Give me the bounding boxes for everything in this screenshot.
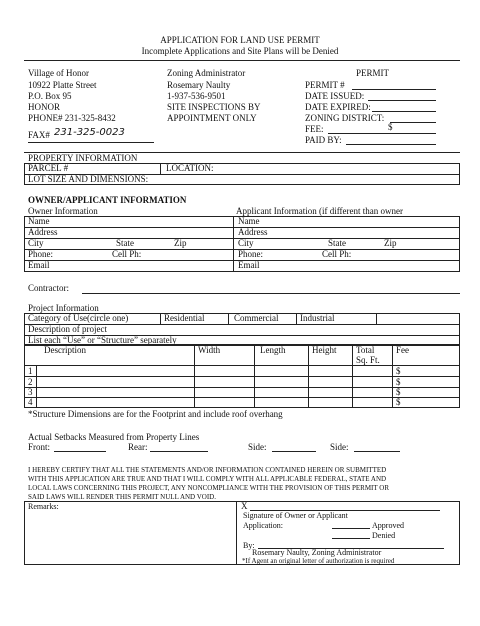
zoning-phone: 1-937-536-9501	[167, 91, 226, 101]
project-description-field[interactable]: Description of project	[28, 324, 107, 334]
row-number: 4	[28, 397, 33, 407]
permit-number-label[interactable]: PERMIT #	[305, 80, 345, 90]
applicant-phone-field[interactable]: Phone:	[238, 249, 264, 259]
remarks-label[interactable]: Remarks:	[28, 502, 59, 511]
signature-label: Signature of Owner or Applicant	[243, 511, 348, 520]
zoning-district-label[interactable]: ZONING DISTRICT:	[305, 113, 385, 123]
signature-x-mark: X	[241, 501, 248, 511]
denied-line[interactable]	[332, 538, 370, 539]
certify-line-1: I HEREBY CERTIFY THAT ALL THE STATEMENTS AND/OR INFORMATION CONTAINED HEREIN OR SUBMITTED	[28, 466, 387, 474]
certify-line-2: WITH THIS APPLICATION ARE TRUE AND THAT I WILL COMPLY WITH ALL APPLICABLE FEDERAL, STATE AND	[28, 475, 387, 483]
page-title: APPLICATION FOR LAND USE PERMIT	[160, 35, 320, 45]
village-phone: PHONE# 231-325-8432	[28, 113, 116, 123]
date-issued-label[interactable]: DATE ISSUED:	[305, 91, 365, 101]
owner-email-field[interactable]: Email	[28, 260, 50, 270]
applicant-zip-field[interactable]: Zip	[384, 238, 397, 248]
project-heading: Project Information	[28, 303, 99, 313]
date-expired-label[interactable]: DATE EXPIRED:	[305, 102, 371, 112]
property-heading: PROPERTY INFORMATION	[28, 153, 138, 163]
remarks-divider	[236, 501, 237, 565]
owner-address-field[interactable]: Address	[28, 227, 58, 237]
category-divider-2	[228, 313, 229, 324]
applicant-email-field[interactable]: Email	[238, 260, 260, 270]
col-height: Height	[312, 345, 337, 355]
row-fee-currency: $	[396, 366, 401, 376]
structure-footnote: *Structure Dimensions are for the Footprint and include roof overhang	[28, 409, 283, 419]
paid-by-label[interactable]: PAID BY:	[305, 135, 342, 145]
village-city: HONOR	[28, 102, 61, 112]
zoning-district-line[interactable]	[390, 122, 436, 123]
structures-col-total	[352, 344, 353, 408]
applicant-state-field[interactable]: State	[328, 238, 346, 248]
col-total-sqft: Sq. Ft.	[356, 355, 380, 365]
application-label: Application:	[243, 521, 283, 530]
date-expired-line[interactable]	[372, 111, 436, 112]
date-issued-line[interactable]	[368, 100, 436, 101]
category-commercial[interactable]: Commercial	[234, 313, 279, 323]
setbacks-heading: Actual Setbacks Measured from Property Lines	[28, 432, 200, 442]
col-total: Total	[356, 345, 375, 355]
structures-col-width	[194, 344, 195, 408]
zoning-inspections-2: APPOINTMENT ONLY	[167, 113, 257, 123]
header-rule	[24, 60, 460, 61]
row-fee-currency: $	[396, 397, 401, 407]
by-label: By:	[243, 541, 255, 550]
fee-line[interactable]	[328, 133, 436, 134]
permit-heading: PERMIT	[356, 68, 390, 78]
setback-front-line[interactable]	[54, 451, 106, 452]
applicant-info-label: Applicant Information (if different than owner	[236, 206, 404, 216]
setback-front-label: Front:	[28, 442, 51, 452]
owner-zip-field[interactable]: Zip	[174, 238, 187, 248]
approved-line[interactable]	[332, 528, 370, 529]
category-divider-3	[296, 313, 297, 324]
fax-underline	[28, 142, 154, 143]
parcel-field[interactable]: PARCEL #	[28, 163, 69, 173]
zoning-title: Zoning Administrator	[167, 68, 246, 78]
location-field[interactable]: LOCATION:	[166, 163, 214, 173]
category-label: Category of Use(circle one)	[28, 313, 129, 323]
applicant-address-field[interactable]: Address	[238, 227, 268, 237]
setback-side2-label: Side:	[330, 442, 349, 452]
village-po-box: P.O. Box 95	[28, 91, 72, 101]
village-name: Village of Honor	[28, 68, 89, 78]
village-fax-label: FAX#	[28, 130, 50, 140]
contractor-line[interactable]	[82, 293, 460, 294]
applicant-name-field[interactable]: Name	[238, 216, 260, 226]
col-fee: Fee	[396, 345, 409, 355]
structures-header-rule	[24, 365, 460, 366]
setback-side-label: Side:	[248, 442, 267, 452]
owner-heading: OWNER/APPLICANT INFORMATION	[28, 195, 187, 205]
fee-label[interactable]: FEE:	[305, 124, 324, 134]
agent-note: *If Agent an original letter of authorization is required	[242, 557, 395, 565]
parcel-location-divider	[160, 163, 161, 174]
structures-row-rule-2	[24, 387, 460, 388]
structures-row-rule-3	[24, 397, 460, 398]
row-number: 3	[28, 387, 33, 397]
structures-col-fee	[392, 344, 393, 408]
fee-currency: $	[388, 122, 393, 132]
col-length: Length	[260, 345, 286, 355]
setback-rear-line[interactable]	[150, 451, 208, 452]
admin-label: Rosemary Naulty, Zoning Administrator	[252, 548, 382, 557]
owner-city-field[interactable]: City	[28, 238, 44, 248]
denied-label[interactable]: Denied	[372, 531, 396, 540]
structures-col-num	[36, 365, 37, 408]
permit-number-line[interactable]	[352, 89, 436, 90]
paid-by-line[interactable]	[346, 144, 436, 145]
category-divider-1	[160, 313, 161, 324]
col-width: Width	[198, 345, 221, 355]
certify-line-4: SAID LAWS WILL RENDER THIS PERMIT NULL AND VOID.	[28, 493, 216, 501]
owner-phone-field[interactable]: Phone:	[28, 249, 54, 259]
zoning-inspections-1: SITE INSPECTIONS BY	[167, 102, 261, 112]
owner-state-field[interactable]: State	[116, 238, 134, 248]
setback-rear-label: Rear:	[128, 442, 148, 452]
row-number: 2	[28, 377, 33, 387]
contractor-label: Contractor:	[28, 283, 69, 293]
applicant-cell-field[interactable]: Cell Ph:	[322, 249, 352, 259]
row-fee-currency: $	[396, 387, 401, 397]
owner-name-field[interactable]: Name	[28, 216, 50, 226]
row-fee-currency: $	[396, 377, 401, 387]
owner-cell-field[interactable]: Cell Ph:	[112, 249, 142, 259]
certify-line-3: LOCAL LAWS CONCERNING THIS PROJECT, ANY NONCOMPLIANCE WITH THE PROVISION OF THIS PERMIT OR	[28, 484, 389, 492]
category-divider-4	[376, 313, 377, 324]
page-subtitle: Incomplete Applications and Site Plans will be Denied	[141, 46, 339, 56]
owner-applicant-divider	[233, 216, 234, 272]
applicant-city-field[interactable]: City	[238, 238, 254, 248]
approved-label[interactable]: Approved	[372, 521, 404, 530]
village-street: 10922 Platte Street	[28, 80, 97, 90]
setback-side-line[interactable]	[272, 451, 316, 452]
village-fax-handwritten: 231-325-0023	[54, 127, 125, 138]
col-description: Description	[44, 345, 86, 355]
list-each-label: List each “Use” or “Structure” separately	[28, 335, 177, 345]
structures-col-height	[308, 344, 309, 408]
zoning-name: Rosemary Naulty	[167, 80, 231, 90]
setback-side2-line[interactable]	[354, 451, 400, 452]
lot-size-field[interactable]: LOT SIZE AND DIMENSIONS:	[28, 174, 149, 184]
structures-row-rule-1	[24, 376, 460, 377]
owner-info-label: Owner Information	[28, 206, 98, 216]
row-number: 1	[28, 366, 33, 376]
category-industrial[interactable]: Industrial	[300, 313, 335, 323]
category-residential[interactable]: Residential	[164, 313, 205, 323]
structures-col-length	[254, 344, 255, 408]
